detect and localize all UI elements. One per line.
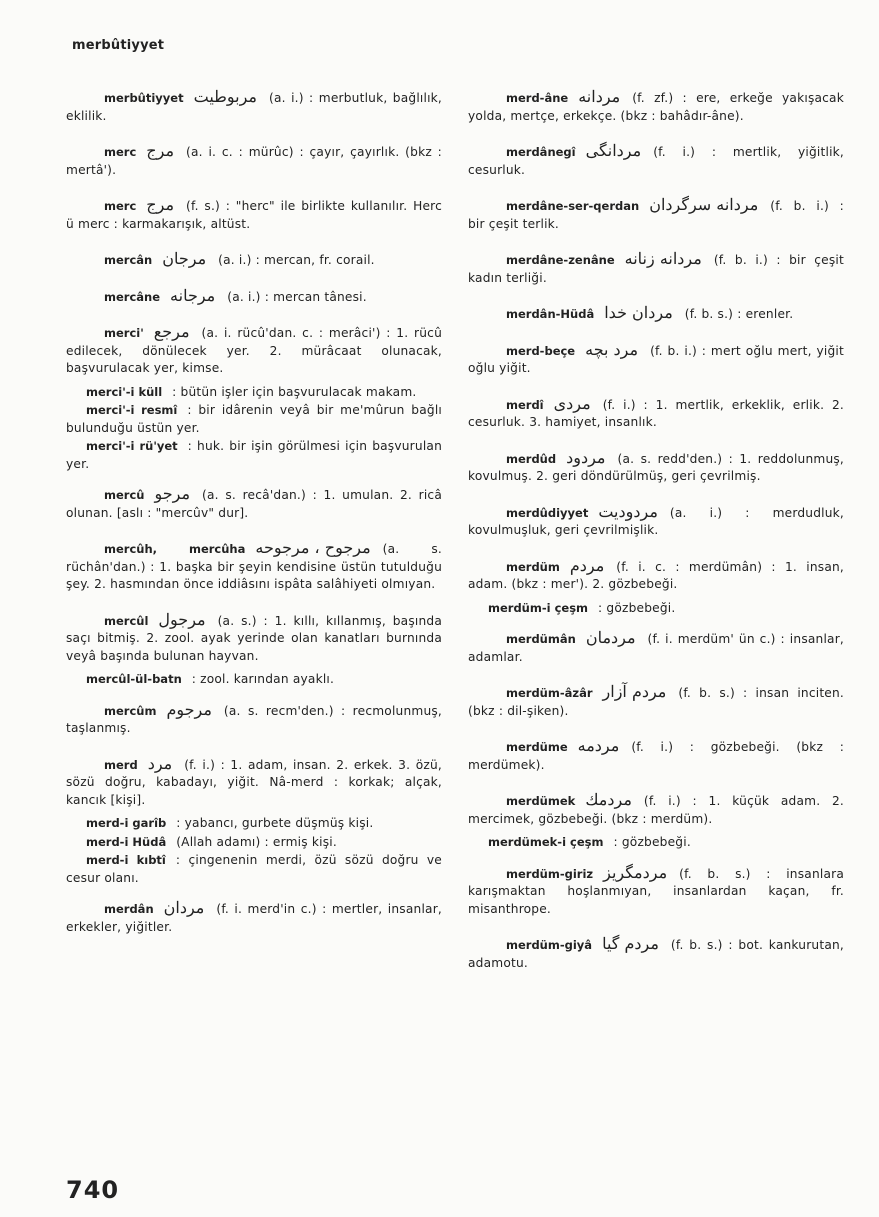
arabic-script: مردمك — [585, 790, 632, 809]
subentry — [468, 834, 844, 852]
headword: merc — [104, 199, 137, 213]
subentry — [66, 834, 442, 852]
dictionary-entry — [468, 935, 844, 972]
dictionary-entry — [468, 449, 844, 486]
headword: merd-i garîb — [86, 816, 167, 830]
dictionary-entry — [468, 503, 844, 540]
headword: merd-i kıbtî — [86, 853, 166, 867]
arabic-script: مرجان — [162, 249, 207, 268]
headword: merdûdiyyet — [506, 505, 589, 520]
headword: merdüm-giyâ — [506, 938, 593, 952]
definition: (a. i. c. : mürûc) : çayır, çayırlık. (bkz : mertâ'). — [66, 145, 442, 177]
arabic-script: مردود — [566, 447, 606, 467]
headword: merd — [104, 757, 138, 772]
dictionary-entry — [66, 88, 442, 125]
definition: (f. i.) : mertlik, yiğitlik, cesurluk. — [468, 145, 844, 177]
definition: (f. i.) : 1. küçük adam. 2. mercimek, gözbebeği. (bkz : merdüm). — [468, 794, 844, 826]
definition: (f. b. i.) : bir çeşit terlik. — [468, 199, 844, 231]
headword: mercâne — [104, 289, 161, 304]
arabic-script: مرجوح ، مرجوحه — [255, 538, 371, 557]
dictionary-entry — [66, 250, 442, 270]
subentry — [66, 671, 442, 689]
definition: : gözbebeği. — [613, 835, 691, 849]
dictionary-entry — [66, 899, 442, 936]
headword: merd-beçe — [506, 343, 576, 358]
definition: (a. i.) : merbutluk, bağlılık, eklilik. — [66, 91, 442, 123]
headword: merdümek-i çeşm — [488, 835, 604, 849]
definition: : çingenenin merdi, özü sözü doğru ve cesur olanı. — [66, 853, 442, 885]
dictionary-entry — [66, 611, 442, 666]
headword: merci'-i rü'yet — [86, 439, 178, 453]
headword: merdümân — [506, 632, 576, 646]
arabic-script: مردانگی — [585, 141, 642, 160]
definition: (a. s. redd'den.) : 1. reddolunmuş, kovulmuş. 2. geri döndürülmüş, geri çevrilmiş. — [468, 451, 844, 483]
dictionary-entry — [468, 196, 844, 233]
dictionary-entry — [66, 196, 442, 233]
headword: merdüme — [506, 740, 568, 754]
definition: (a. s.) : 1. kıllı, kıllanmış, başında saçı bitmiş. 2. zool. ayak yerinde olan kanatları burnında veyâ başında bulunan hayvan. — [66, 613, 442, 663]
dictionary-entry — [66, 142, 442, 179]
arabic-script: مردانه سرگردان — [649, 195, 759, 214]
dictionary-entry — [468, 395, 844, 432]
definition: (f. i.) : gözbebeği. (bkz : merdümek). — [468, 740, 844, 772]
arabic-script: مردمگریز — [603, 862, 668, 882]
subentry — [468, 600, 844, 618]
dictionary-entry — [468, 341, 844, 378]
arabic-script: مربوطيت — [193, 87, 257, 106]
arabic-script: مردان خدا — [604, 303, 673, 322]
dictionary-entry — [468, 629, 844, 666]
subentry — [66, 402, 442, 437]
dictionary-entry — [66, 485, 442, 522]
headword: mercûl — [104, 613, 149, 628]
arabic-script: مرجانه — [170, 285, 216, 305]
definition: (f. s.) : "herc" ile birlikte kullanılır. Herc ü merc : karmakarışık, altüst. — [66, 199, 442, 231]
headword: merci'-i resmî — [86, 403, 178, 417]
page-number: 740 — [66, 1176, 120, 1204]
headword: merd-âne — [506, 91, 569, 105]
arabic-script: مرد — [147, 753, 173, 773]
dictionary-entry — [468, 737, 844, 774]
headword: merci'-i küll — [86, 384, 163, 399]
dictionary-entry — [468, 88, 844, 125]
arabic-script: مردودیت — [598, 501, 658, 521]
dictionary-entry — [468, 791, 844, 828]
dictionary-entry — [468, 304, 844, 324]
headword: merc — [104, 145, 137, 159]
headword: merdâne-ser-qerdan — [506, 199, 640, 213]
definition: (Allah adamı) : ermiş kişi. — [176, 834, 337, 849]
headword: mercûm — [104, 703, 157, 718]
right-column — [468, 88, 844, 989]
arabic-script: مردم — [569, 555, 605, 575]
definition: (a. i.) : mercan tânesi. — [227, 289, 367, 304]
definition: : yabancı, gurbete düşmüş kişi. — [176, 816, 374, 830]
definition: : huk. bir işin görülmesi için başvurulan yer. — [66, 439, 442, 471]
definition: (f. i. merdüm' ün c.) : insanlar, adamlar. — [468, 632, 844, 664]
headword: merdânegî — [506, 145, 576, 159]
arabic-script: مرد بچه — [585, 339, 639, 359]
definition: (a. i. rücû'dan. c. : merâci') : 1. rücû edilecek, dönülecek yer. 2. mürâcaat olunacak, başvurulacak yer, kimse. — [66, 326, 442, 375]
dictionary-entry — [66, 287, 442, 307]
definition: (f. b. s.) : insan inciten. (bkz : dil-şiken). — [468, 686, 844, 718]
definition: (a. i.) : merdudluk, kovulmuşluk, geri çevrilmişlik. — [468, 505, 844, 537]
headword: merdûd — [506, 451, 557, 466]
subentry — [66, 815, 442, 833]
headword: merdümek — [506, 794, 576, 808]
headword: mercûh, mercûha — [104, 542, 246, 556]
arabic-script: مرجع — [153, 322, 190, 341]
headword: merdüm-âzâr — [506, 686, 593, 700]
definition: (a. s. recâ'dan.) : 1. umulan. 2. ricâ olunan. [aslı : "mercûv" dur]. — [66, 488, 442, 520]
definition: (f. b. i.) : bir çeşit kadın terliği. — [468, 253, 844, 285]
dictionary-entry — [66, 701, 442, 738]
arabic-script: مرجو — [154, 484, 191, 503]
arabic-script: مردانه — [578, 87, 621, 106]
definition: (f. i. merd'in c.) : mertler, insanlar, erkekler, yiğitler. — [66, 902, 442, 934]
definition: (f. b. s.) : insanlara karışmaktan hoşlanmıyan, insanlardan kaçan, fr. misanthrope. — [468, 866, 844, 916]
dictionary-entry — [468, 142, 844, 179]
arabic-script: مرج — [146, 195, 175, 214]
headword: mercân — [104, 253, 153, 267]
dictionary-entry — [468, 557, 844, 594]
headword: merd-i Hüdâ — [86, 834, 167, 849]
arabic-script: مردم آزار — [602, 682, 667, 701]
subentry — [66, 438, 442, 473]
definition: (f. b. i.) : mert oğlu mert, yiğit oğlu yiğit. — [468, 343, 844, 375]
definition: (a. s. recm'den.) : recmolunmuş, taşlanmış. — [66, 703, 442, 735]
headword: merdî — [506, 397, 544, 412]
subentry — [66, 384, 442, 402]
dictionary-entry — [66, 755, 442, 810]
headword: merdâne-zenâne — [506, 253, 615, 267]
definition: (f. i. c. : merdümân) : 1. insan, adam. (bkz : mer'). 2. gözbebeği. — [468, 559, 844, 591]
definition: : gözbebeği. — [598, 600, 676, 615]
headword: mercûl-ül-batn — [86, 672, 182, 686]
arabic-script: مردانه زنانه — [624, 249, 702, 268]
arabic-script: مردمان — [585, 628, 636, 647]
headword: merci' — [104, 326, 144, 340]
headword: merdân — [104, 902, 154, 916]
headword: mercû — [104, 488, 145, 502]
arabic-script: مردی — [553, 393, 591, 413]
dictionary-entry — [66, 323, 442, 378]
arabic-script: مرج — [146, 141, 175, 160]
headword: merdüm — [506, 559, 560, 574]
definition: : bütün işler için başvurulacak makam. — [172, 384, 417, 399]
dictionary-entry — [468, 250, 844, 287]
definition: (f. i.) : 1. mertlik, erkeklik, erlik. 2. cesurluk. 3. hamiyet, insanlık. — [468, 397, 844, 429]
definition: (f. zf.) : ere, erkeğe yakışacak yolda, mertçe, erkekçe. (bkz : bahâdır-âne). — [468, 91, 844, 123]
definition: : bir idârenin veyâ bir me'mûrun bağlı bulunduğu üstün yer. — [66, 403, 442, 435]
headword: merbûtiyyet — [104, 91, 184, 105]
left-column — [66, 88, 442, 953]
arabic-script: مردان — [163, 898, 205, 917]
arabic-script: مرجول — [158, 609, 206, 629]
subentry — [66, 852, 442, 887]
headword: merdüm-giriz — [506, 866, 594, 881]
dictionary-entry — [66, 539, 442, 594]
headword: merdüm-i çeşm — [488, 600, 589, 615]
definition: (f. b. s.) : erenler. — [684, 307, 794, 321]
running-head: merbûtiyyet — [72, 38, 165, 53]
headword: merdân-Hüdâ — [506, 307, 595, 321]
definition: (f. i.) : 1. adam, insan. 2. erkek. 3. özü, sözü doğru, kabadayı, yiğit. Nâ-merd : korkak; alçak, kancık [kişi]. — [66, 757, 442, 807]
arabic-script: مرجوم — [166, 699, 212, 719]
arabic-script: مردمه — [577, 736, 620, 755]
arabic-script: مردم گیا — [602, 934, 659, 953]
definition: : zool. karından ayaklı. — [191, 672, 335, 686]
definition: (a. s. rüchân'dan.) : 1. başka bir şeyin kendisine üstün tutulduğu şey. 2. hasmından önce iddiâsını ispâta salâhiyeti olmıyan. — [66, 542, 442, 591]
definition: (f. b. s.) : bot. kankurutan, adamotu. — [468, 938, 844, 970]
dictionary-entry — [468, 683, 844, 720]
dictionary-entry — [468, 864, 844, 919]
definition: (a. i.) : mercan, fr. corail. — [218, 253, 375, 267]
